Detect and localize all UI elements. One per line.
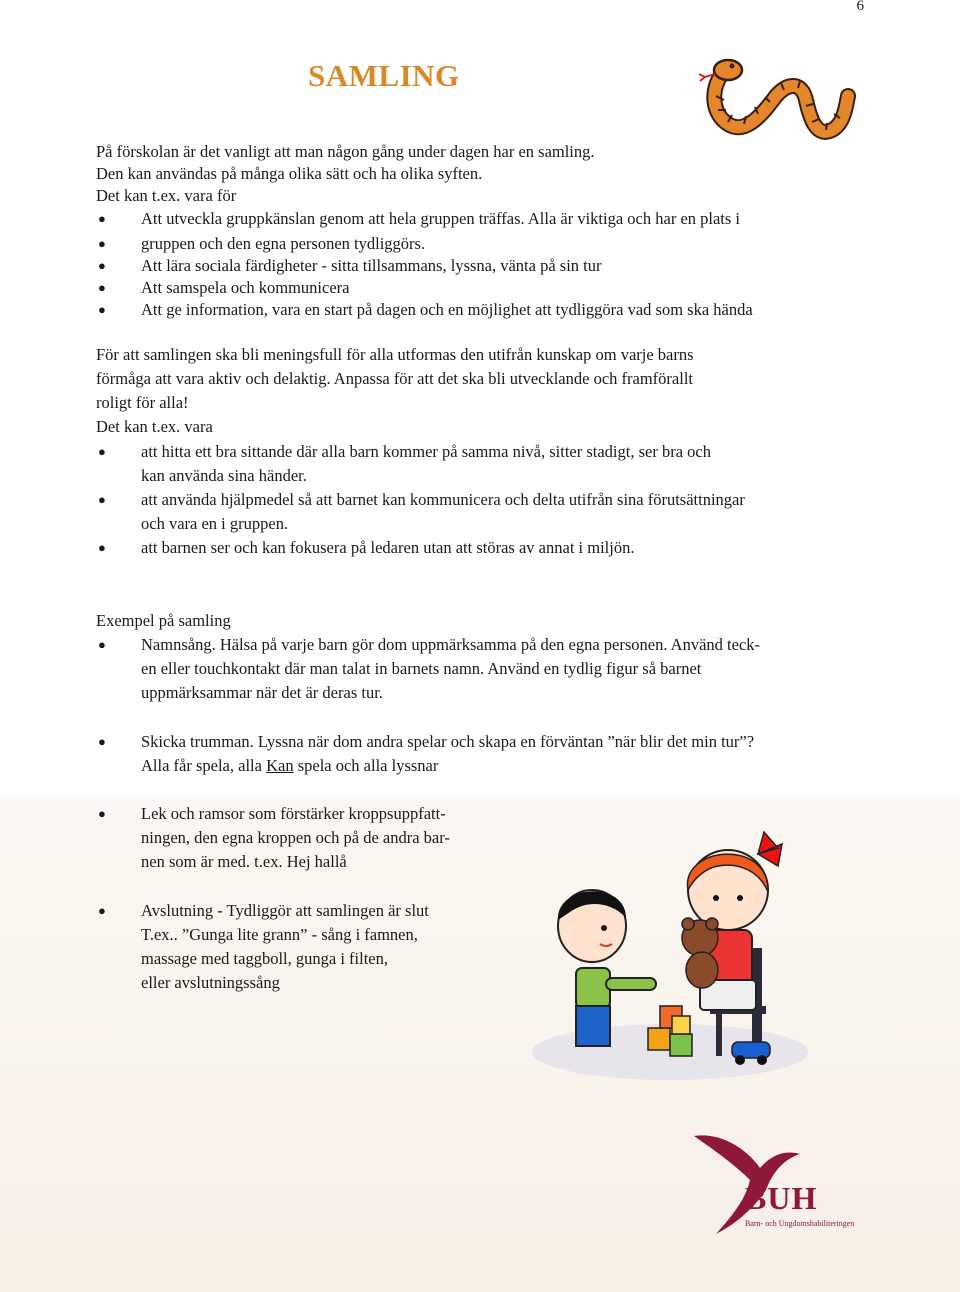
- bullet-icon: ●: [98, 236, 106, 251]
- intro-line: Det kan t.ex. vara för: [96, 186, 237, 205]
- bullet-icon: ●: [98, 444, 106, 459]
- snake-illustration: [694, 52, 856, 150]
- text-span: spela och alla lyssnar: [293, 756, 439, 775]
- list-item-continuation: kan använda sina händer.: [141, 466, 307, 485]
- intro-line: Den kan användas på många olika sätt och ha olika syften.: [96, 164, 483, 183]
- list-item: att hitta ett bra sittande där alla barn kommer på samma nivå, sitter stadigt, ser bra och: [141, 442, 711, 461]
- list-item: Att samspela och kommunicera: [141, 278, 350, 297]
- list-item: att använda hjälpmedel så att barnet kan kommunicera och delta utifrån sina förutsättningar: [141, 490, 745, 509]
- children-illustration: [530, 820, 810, 1080]
- list-item: gruppen och den egna personen tydliggörs.: [141, 234, 426, 253]
- list-item: Att utveckla gruppkänslan genom att hela gruppen träffas. Alla är viktiga och har en plats i: [141, 209, 741, 228]
- bullet-icon: ●: [98, 734, 106, 749]
- text-span: Alla får spela, alla: [141, 756, 267, 775]
- list-item-continuation: [141, 755, 438, 777]
- paragraph-line: förmåga att vara aktiv och delaktig. Anpassa för att det ska bli utvecklande och framförallt: [96, 369, 693, 388]
- page-title: SAMLING: [308, 58, 460, 93]
- list-item: Att lära sociala färdigheter - sitta tillsammans, lyssna, vänta på sin tur: [141, 256, 602, 275]
- logo-subtitle: Barn- och Ungdomshabiliteringen: [745, 1219, 855, 1228]
- paragraph-line: Det kan t.ex. vara: [96, 417, 213, 436]
- list-item-continuation: eller avslutningssång: [141, 973, 280, 992]
- bullet-icon: ●: [98, 903, 106, 918]
- list-item: Lek och ramsor som förstärker kroppsuppfatt-: [141, 804, 446, 823]
- paragraph-line: För att samlingen ska bli meningsfull för alla utformas den utifrån kunskap om varje barns: [96, 345, 694, 364]
- list-item: att barnen ser och kan fokusera på ledaren utan att störas av annat i miljön.: [141, 538, 635, 557]
- paragraph-line: roligt för alla!: [96, 393, 189, 412]
- bullet-icon: ●: [98, 211, 106, 226]
- list-item: Avslutning - Tydliggör att samlingen är slut: [141, 901, 429, 920]
- list-item-continuation: och vara en i gruppen.: [141, 514, 289, 533]
- bullet-icon: ●: [98, 637, 106, 652]
- list-item-continuation: massage med taggboll, gunga i filten,: [141, 949, 388, 968]
- intro-line: På förskolan är det vanligt att man någon gång under dagen har en samling.: [96, 142, 595, 161]
- list-item: Att ge information, vara en start på dagen och en möjlighet att tydliggöra vad som ska hända: [141, 300, 753, 319]
- underlined-word: Kan: [266, 756, 294, 775]
- logo-text: BUH: [745, 1180, 818, 1216]
- list-item-continuation: en eller touchkontakt där man talat in barnets namn. Använd en tydlig figur så barnet: [141, 659, 702, 678]
- bullet-icon: ●: [98, 280, 106, 295]
- bullet-icon: ●: [98, 258, 106, 273]
- examples-heading: Exempel på samling: [96, 611, 231, 630]
- list-item-continuation: nen som är med. t.ex. Hej hallå: [141, 852, 347, 871]
- list-item: Skicka trumman. Lyssna när dom andra spelar och skapa en förväntan ”när blir det min tur”?: [141, 732, 755, 751]
- list-item-continuation: T.ex.. ”Gunga lite grann” - sång i famnen,: [141, 925, 418, 944]
- list-item-continuation: ningen, den egna kroppen och på de andra bar-: [141, 828, 450, 847]
- page-number: 6: [856, 0, 864, 14]
- list-item-continuation: uppmärksammar när det är deras tur.: [141, 683, 383, 702]
- bullet-icon: ●: [98, 302, 106, 317]
- bullet-icon: ●: [98, 540, 106, 555]
- list-item: Namnsång. Hälsa på varje barn gör dom uppmärksamma på den egna personen. Använd teck-: [141, 635, 761, 654]
- bullet-icon: ●: [98, 492, 106, 507]
- bullet-icon: ●: [98, 806, 106, 821]
